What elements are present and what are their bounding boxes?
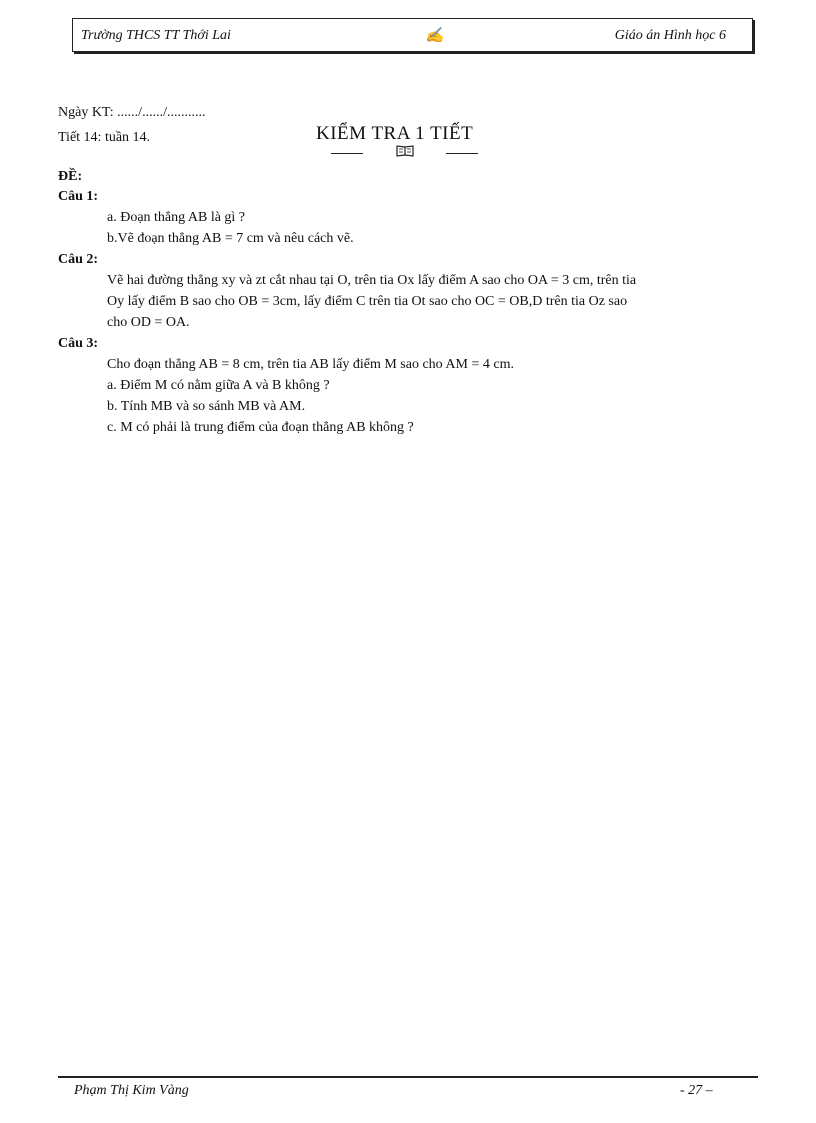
footer-divider	[58, 1076, 758, 1078]
title-divider-right	[446, 153, 478, 154]
question-2-label: Câu 2:	[58, 252, 99, 267]
question-1-label: Câu 1:	[58, 189, 99, 204]
header-subject: Giáo án Hình học 6	[614, 28, 726, 43]
exam-heading: ĐỀ:	[58, 169, 83, 184]
open-book-icon	[396, 145, 414, 157]
question-3-line: a. Điểm M có nằm giữa A và B không ?	[107, 378, 330, 393]
question-1-line: b.Vẽ đoạn thẳng AB = 7 cm và nêu cách vẽ.	[107, 231, 354, 246]
title-divider-left	[331, 153, 363, 154]
exam-date: Ngày KT: ....../....../...........	[58, 105, 206, 120]
question-3-line: c. M có phải là trung điểm của đoạn thẳng AB không ?	[107, 420, 414, 435]
page-title: KIỂM TRA 1 TIẾT	[316, 123, 474, 144]
period-info: Tiết 14: tuần 14.	[58, 130, 151, 145]
question-3-line: Cho đoạn thẳng AB = 8 cm, trên tia AB lấy điểm M sao cho AM = 4 cm.	[107, 357, 514, 372]
question-3-label: Câu 3:	[58, 336, 99, 351]
question-2-line: cho OD = OA.	[107, 315, 190, 330]
header-pen-icon: ✍	[425, 28, 444, 44]
page-number: - 27 –	[680, 1083, 713, 1098]
question-1-line: a. Đoạn thẳng AB là gì ?	[107, 210, 246, 225]
question-3-line: b. Tính MB và so sánh MB và AM.	[107, 399, 306, 414]
header-school: Trường THCS TT Thới Lai	[81, 28, 231, 43]
question-2-line: Oy lấy điểm B sao cho OB = 3cm, lấy điểm C trên tia Ot sao cho OC = OB,D trên tia Oz sao	[107, 294, 628, 309]
question-2-line: Vẽ hai đường thẳng xy và zt cắt nhau tại O, trên tia Ox lấy điểm A sao cho OA = 3 cm, trên tia	[107, 273, 637, 288]
page-header	[72, 18, 753, 52]
footer-author: Phạm Thị Kim Vàng	[74, 1083, 189, 1098]
